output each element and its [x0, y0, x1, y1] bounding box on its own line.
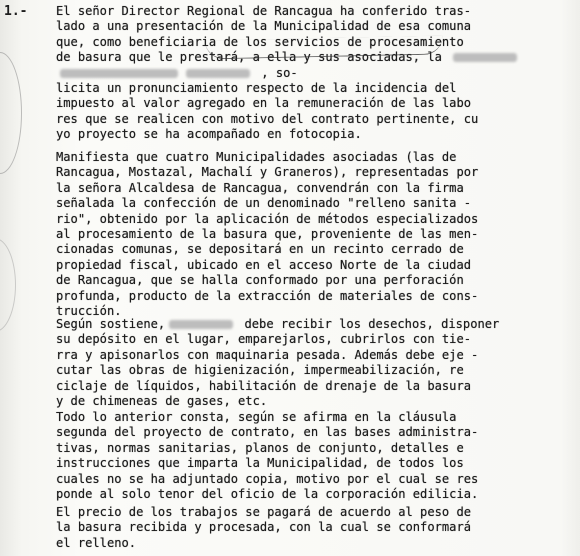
- line: y de chimeneas de gases, etc.: [56, 394, 268, 409]
- line: cionadas comunas, se depositará en un recinto cerrado de: [56, 242, 464, 257]
- line: El precio de los trabajos se pagará de acuerdo al peso de: [56, 505, 472, 519]
- paragraph-4: [56, 410, 566, 502]
- line: tivas, normas sanitarias, planos de conjunto, detalles e: [56, 440, 464, 455]
- redaction: [453, 53, 517, 62]
- line: yo proyecto se ha acompañado en fotocopia.: [56, 127, 362, 142]
- line: rra y apisonarlos con maquinaria pesada. Además debe eje -: [56, 347, 479, 362]
- line: licita un pronunciamiento respecto de la incidencia del: [56, 81, 457, 96]
- line: la basura recibida y procesada, con la cual se conformará: [56, 520, 472, 535]
- line: debe recibir los desechos, disponer: [237, 317, 500, 331]
- line: de Rancagua, que se halla conformado por una perforación: [56, 273, 464, 288]
- line: el relleno.: [56, 535, 137, 550]
- line: que, como beneficiaria de los servicios de procesamiento: [56, 34, 464, 49]
- line: Todo lo anterior consta, según se afirma en la cláusula: [56, 410, 457, 424]
- line: impuesto al valor agregado en la remuneración de las labo: [56, 96, 472, 111]
- line: instrucciones que imparta la Municipalidad, de todos los: [56, 456, 464, 471]
- redaction: [186, 69, 250, 78]
- redaction: [60, 69, 178, 78]
- stamp-mark: [0, 52, 22, 174]
- line: El señor Director Regional de Rancagua ha conferido tras-: [56, 4, 472, 18]
- line: cutar las obras de higienización, impermeabilización, re: [56, 363, 464, 378]
- paragraph-1: [56, 4, 566, 143]
- paragraph-2: [56, 150, 566, 319]
- redaction: [169, 320, 233, 329]
- line: cuales no se ha adjuntado copia, motivo por el cual se res: [56, 471, 479, 486]
- line: la señora Alcaldesa de Rancagua, convendrán con la firma: [56, 180, 464, 195]
- line: propiedad fiscal, ubicado en el acceso Norte de la ciudad: [56, 257, 472, 272]
- line: , so-: [254, 65, 298, 80]
- line: profunda, producto de la extracción de materiales de cons-: [56, 288, 479, 303]
- line: ponde al solo tenor del oficio de la corporación edilicia.: [56, 487, 479, 502]
- line: señalada la confección de un denominado "relleno sanita -: [56, 196, 472, 211]
- line: rio", obtenido por la aplicación de métodos especializados: [56, 211, 479, 226]
- line: al procesamiento de la basura que, proveniente de las men-: [56, 227, 479, 242]
- paragraph-3: [56, 317, 566, 409]
- item-number: 1.-: [4, 4, 28, 19]
- line: lado a una presentación de la Municipalidad de esa comuna: [56, 19, 472, 34]
- line: Rancagua, Mostazal, Machalí y Graneros), representadas por: [56, 165, 479, 180]
- stamp-mark-lower: [0, 238, 16, 332]
- paragraph-5: [56, 505, 566, 551]
- line: su depósito en el lugar, emparejarlos, cubrirlos con tie-: [56, 332, 472, 347]
- line: res que se realicen con motivo del contrato pertinente, cu: [56, 111, 479, 126]
- line: Según sostiene,: [56, 317, 166, 331]
- line: trucción.: [56, 304, 122, 319]
- line: Manifiesta que cuatro Municipalidades asociadas (las de: [56, 150, 457, 164]
- line: segunda del proyecto de contrato, en las bases administra-: [56, 425, 479, 440]
- line: de basura que le prestará, a ella y sus asociadas, la: [56, 50, 450, 65]
- line: ciclaje de líquidos, habilitación de drenaje de la basura: [56, 378, 472, 393]
